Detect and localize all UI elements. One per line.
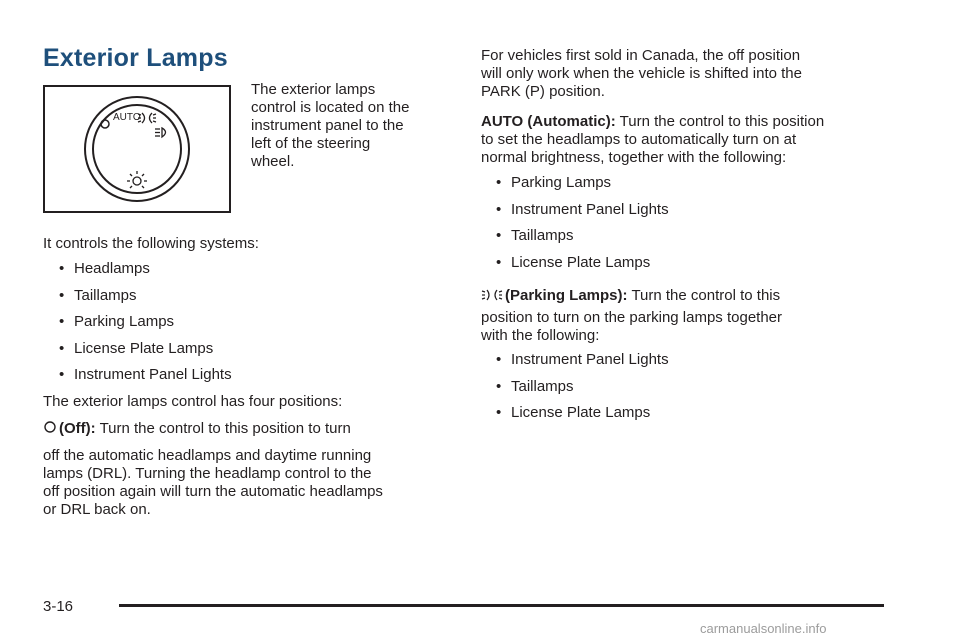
parking-lamps-icon — [138, 113, 156, 123]
off-position-paragraph — [43, 420, 351, 438]
page-title: Exterior Lamps — [43, 44, 228, 72]
auto-position-label: AUTO (Automatic): — [481, 113, 616, 130]
footer-rule — [119, 604, 884, 607]
figure-caption: The exterior lamps control is located on the instrument panel to the left of the steering wheel. — [251, 81, 410, 170]
parking-position-paragraph — [481, 287, 780, 305]
headlamp-icon — [155, 128, 166, 137]
auto-position-paragraph — [481, 113, 824, 131]
auto-text-line: Turn the control to this position — [619, 113, 825, 130]
off-text-line: Turn the control to this position to turn — [99, 420, 351, 437]
off-icon — [43, 421, 57, 435]
brightness-icon — [127, 171, 147, 188]
lamp-control-illustration — [43, 85, 231, 213]
watermark: carmanualsonline.info — [700, 621, 827, 636]
auto-text-line: to set the headlamps to automatically turn on at — [481, 131, 797, 148]
parking-position-label: (Parking Lamps): — [505, 287, 628, 304]
parking-text-line: position to turn on the parking lamps together — [481, 309, 783, 326]
controls-intro: It controls the following systems: — [43, 235, 259, 252]
parking-text-line: with the following: — [481, 327, 600, 344]
canada-line: PARK (P) position. — [481, 83, 605, 100]
canada-line: will only work when the vehicle is shifted into the — [481, 65, 802, 82]
off-label: (Off): — [59, 420, 96, 437]
parking-text-line: Turn the control to this — [631, 287, 781, 304]
off-icon — [101, 120, 109, 128]
off-text-line: off position again will turn the automatic headlamps — [43, 483, 383, 500]
off-text-line: off the automatic headlamps and daytime running — [43, 447, 372, 464]
auto-label: AUTO — [113, 112, 141, 123]
off-text-line: lamps (DRL). Turning the headlamp control to the — [43, 465, 372, 482]
parking-lamps-icon — [481, 288, 503, 302]
off-text-line: or DRL back on. — [43, 501, 151, 518]
canada-line: For vehicles first sold in Canada, the off position — [481, 47, 801, 64]
lamp-control-knob-drawing — [45, 87, 229, 211]
page-number: 3-16 — [43, 598, 74, 615]
auto-text-line: normal brightness, together with the following: — [481, 149, 787, 166]
positions-intro: The exterior lamps control has four positions: — [43, 393, 343, 410]
